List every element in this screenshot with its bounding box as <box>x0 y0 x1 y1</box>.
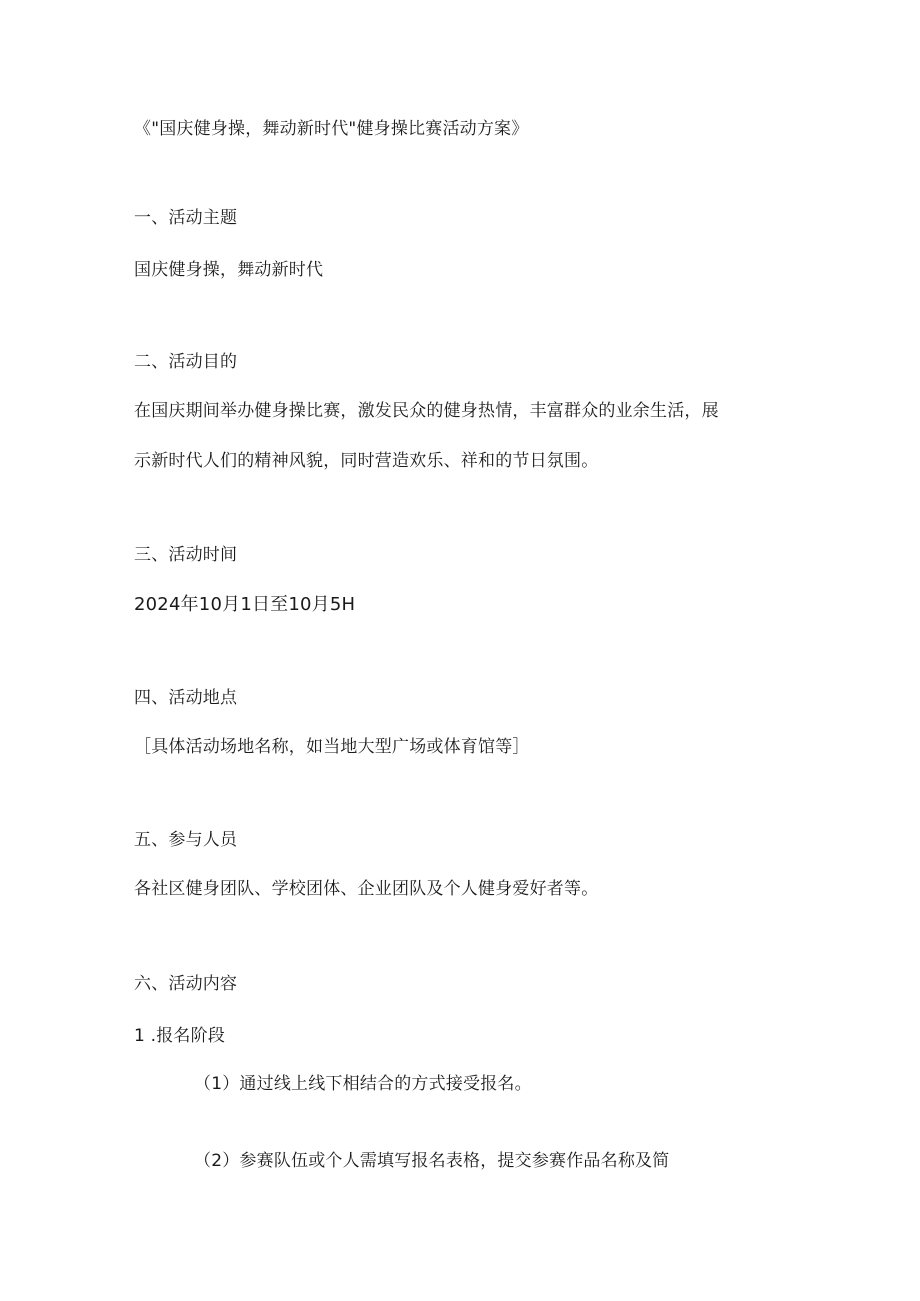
list-item-registration-1: （1）通过线上线下相结合的方式接受报名。 <box>194 1074 532 1094</box>
section-heading-theme: 一、活动主题 <box>134 208 238 228</box>
section-paragraph-time: 2024年10月1日至10月5H <box>134 594 356 615</box>
section-paragraph-theme: 国庆健身操，舞动新时代 <box>134 260 324 280</box>
document-title: 《"国庆健身操，舞动新时代"健身操比赛活动方案》 <box>134 119 529 139</box>
section-subheading-registration: 1 .报名阶段 <box>134 1026 226 1046</box>
section-heading-time: 三、活动时间 <box>134 545 238 565</box>
section-paragraph-purpose-line-1: 在国庆期间举办健身操比赛，激发民众的健身热情，丰富群众的业余生活，展 <box>134 401 719 421</box>
section-heading-location: 四、活动地点 <box>134 688 238 708</box>
section-heading-participants: 五、参与人员 <box>134 830 238 850</box>
list-item-registration-2: （2）参赛队伍或个人需填写报名表格，提交参赛作品名称及简 <box>194 1151 670 1171</box>
section-paragraph-participants: 各社区健身团队、学校团体、企业团队及个人健身爱好者等。 <box>134 879 599 899</box>
section-heading-content: 六、活动内容 <box>134 974 238 994</box>
section-paragraph-location: ［具体活动场地名称，如当地大型广场或体育馆等］ <box>134 737 530 757</box>
section-paragraph-purpose-line-2: 示新时代人们的精神风貌，同时营造欢乐、祥和的节日氛围。 <box>134 451 599 471</box>
section-heading-purpose: 二、活动目的 <box>134 352 238 372</box>
